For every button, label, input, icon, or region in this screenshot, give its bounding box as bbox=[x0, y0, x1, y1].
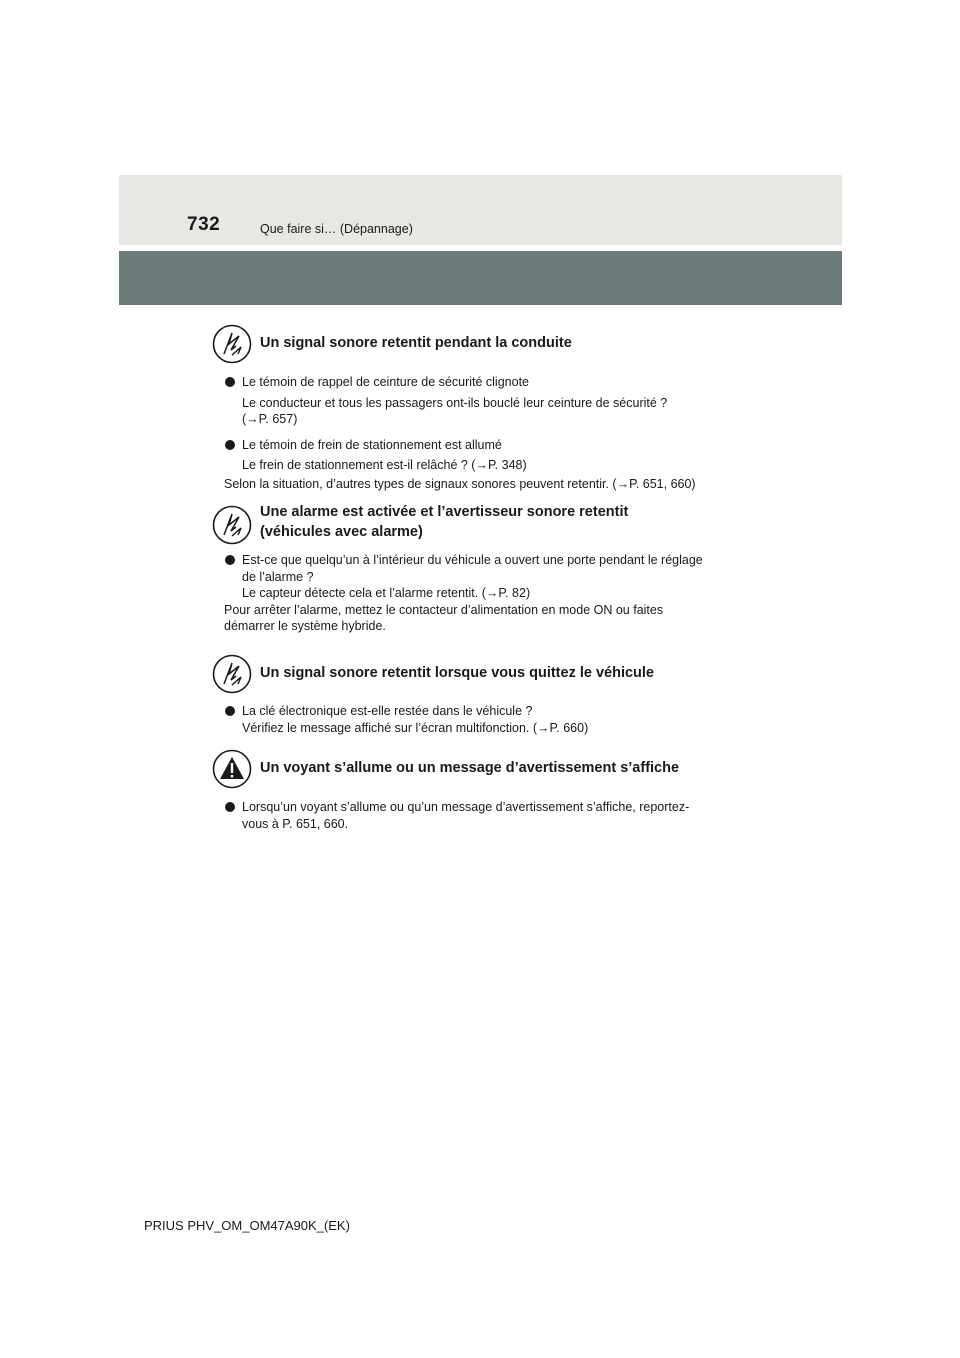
list-item: La clé électronique est-elle restée dans le véhicule ? Vérifiez le message affiché sur l’écran multifonction. (→P. 660) bbox=[212, 703, 757, 736]
footer-document-code: PRIUS PHV_OM_OM47A90K_(EK) bbox=[144, 1218, 350, 1233]
note-text: Pour arrêter l’alarme, mettez le contacteur d’alimentation en mode ON ou faites démarrer le système hybride. bbox=[224, 602, 664, 633]
warning-triangle-icon bbox=[212, 749, 252, 789]
list-item: Lorsqu’un voyant s’allume ou qu’un message d’avertissement s’affiche, reportez- vous à P. 651, 660. bbox=[212, 799, 757, 832]
bullet-dot bbox=[225, 555, 235, 565]
section-warning-light bbox=[212, 749, 757, 832]
list-item: Est-ce que quelqu’un à l’intérieur du véhicule a ouvert une porte pendant le réglage de l’alarme ? Le capteur détecte cela et l’alarme retentit. (→P. 82) bbox=[212, 552, 757, 602]
page-number: 732 bbox=[187, 214, 221, 235]
chapter-title: Que faire si… (Dépannage) bbox=[260, 222, 413, 236]
bullet-dot bbox=[225, 440, 235, 450]
warning-sound-icon bbox=[212, 324, 252, 364]
section-leaving-vehicle bbox=[212, 654, 757, 736]
list-item: Le témoin de rappel de ceinture de sécurité clignote Le conducteur et tous les passagers ont-ils bouclé leur ceinture de sécurité ? (→P. 657) bbox=[212, 374, 757, 428]
section-banner bbox=[119, 251, 842, 305]
warning-sound-icon bbox=[212, 654, 252, 694]
header-band bbox=[119, 175, 842, 245]
bullet-dot bbox=[225, 377, 235, 387]
note-text: Selon la situation, d’autres types de signaux sonores peuvent retentir. (→P. 651, 660) bbox=[224, 476, 696, 491]
bullet-dot bbox=[225, 802, 235, 812]
section-signal-driving bbox=[212, 324, 757, 492]
section-title: Un signal sonore retentit lorsque vous quittez le véhicule bbox=[260, 665, 654, 681]
section-title: Une alarme est activée et l’avertisseur sonore retentit (véhicules avec alarme) bbox=[260, 504, 629, 540]
section-title: Un signal sonore retentit pendant la conduite bbox=[260, 335, 572, 351]
bullet-dot bbox=[225, 706, 235, 716]
section-alarm bbox=[212, 500, 757, 635]
section-title: Un voyant s’allume ou un message d’avertissement s’affiche bbox=[260, 760, 680, 776]
warning-sound-icon bbox=[212, 505, 252, 545]
list-item: Le témoin de frein de stationnement est allumé Le frein de stationnement est-il relâché ? (→P. 348) bbox=[212, 437, 757, 474]
